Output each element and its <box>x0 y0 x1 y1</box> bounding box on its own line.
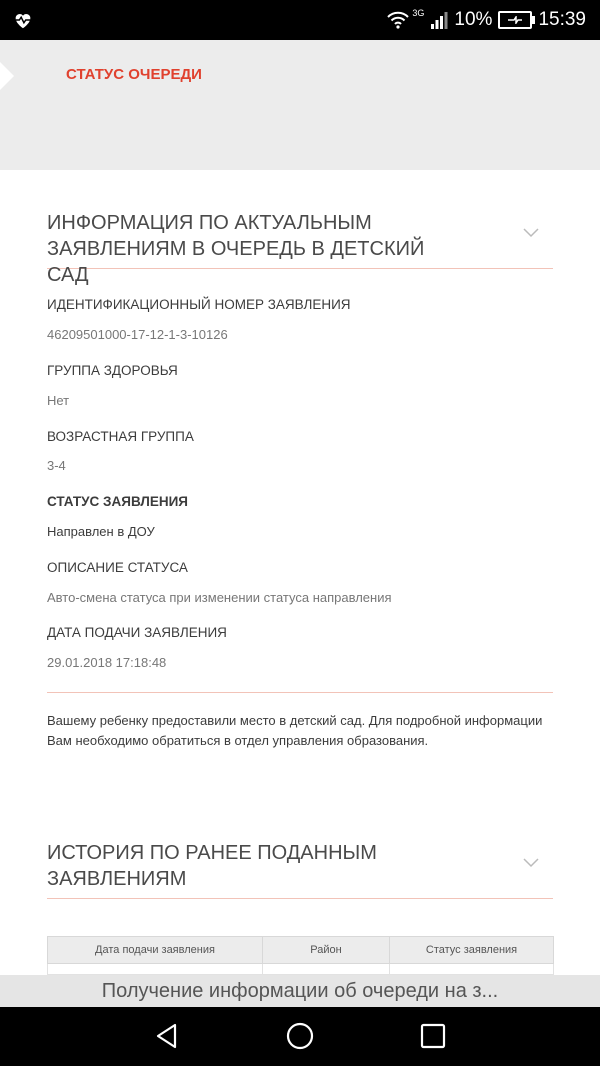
table-row <box>48 964 554 975</box>
field-label-application-id: ИДЕНТИФИКАЦИОННЫЙ НОМЕР ЗАЯВЛЕНИЯ <box>47 297 351 312</box>
back-icon[interactable] <box>152 1021 182 1051</box>
field-value-application-id: 46209501000-17-12-1-3-10126 <box>47 327 228 342</box>
navigation-bar <box>0 1007 600 1066</box>
field-value-submission-date: 29.01.2018 17:18:48 <box>47 655 167 670</box>
section-title: ИНФОРМАЦИЯ ПО АКТУАЛЬНЫМ ЗАЯВЛЕНИЯМ В ОЧЕРЕДЬ В ДЕТСКИЙ САД <box>47 212 425 286</box>
placement-notice: Вашему ребенку предоставили место в детский сад. Для подробной информации Вам необходимо обратиться в отдел управления образования. <box>47 713 543 748</box>
column-header-date: Дата подачи заявления <box>48 937 263 964</box>
clock: 15:39 <box>538 9 586 30</box>
heart-pulse-icon <box>12 9 34 31</box>
field-value-application-status: Направлен в ДОУ <box>47 524 155 539</box>
battery-percent: 10% <box>454 9 493 30</box>
battery-charging-icon <box>498 11 532 29</box>
current-applications-header[interactable] <box>47 210 553 286</box>
page-header <box>0 40 600 170</box>
field-value-age-group: 3-4 <box>47 458 66 473</box>
column-header-district: Район <box>263 937 390 964</box>
network-type: 3G <box>412 8 425 18</box>
history-section-header[interactable] <box>47 840 553 899</box>
chevron-down-icon[interactable] <box>523 858 539 868</box>
field-label-health-group: ГРУППА ЗДОРОВЬЯ <box>47 363 178 378</box>
chevron-down-icon[interactable] <box>523 228 539 238</box>
field-value-status-description: Авто-смена статуса при изменении статуса направления <box>47 590 392 605</box>
menu-toggle-icon[interactable] <box>0 62 14 90</box>
page-title: СТАТУС ОЧЕРЕДИ <box>66 66 202 83</box>
signal-icon <box>430 11 448 29</box>
loading-toast: Получение информации об очереди на з... <box>0 975 600 1007</box>
divider <box>47 692 553 693</box>
recent-apps-icon[interactable] <box>418 1021 448 1051</box>
history-table <box>47 936 554 975</box>
column-header-status: Статус заявления <box>390 937 554 964</box>
section-title: ИСТОРИЯ ПО РАНЕЕ ПОДАННЫМ ЗАЯВЛЕНИЯМ <box>47 842 377 890</box>
field-label-status-description: ОПИСАНИЕ СТАТУСА <box>47 560 188 575</box>
wifi-icon <box>386 11 410 29</box>
status-bar <box>0 0 600 40</box>
field-label-submission-date: ДАТА ПОДАЧИ ЗАЯВЛЕНИЯ <box>47 625 227 640</box>
field-value-health-group: Нет <box>47 393 70 408</box>
table-header-row <box>48 937 554 964</box>
field-label-application-status: СТАТУС ЗАЯВЛЕНИЯ <box>47 494 188 509</box>
home-icon[interactable] <box>285 1021 315 1051</box>
field-label-age-group: ВОЗРАСТНАЯ ГРУППА <box>47 429 194 444</box>
